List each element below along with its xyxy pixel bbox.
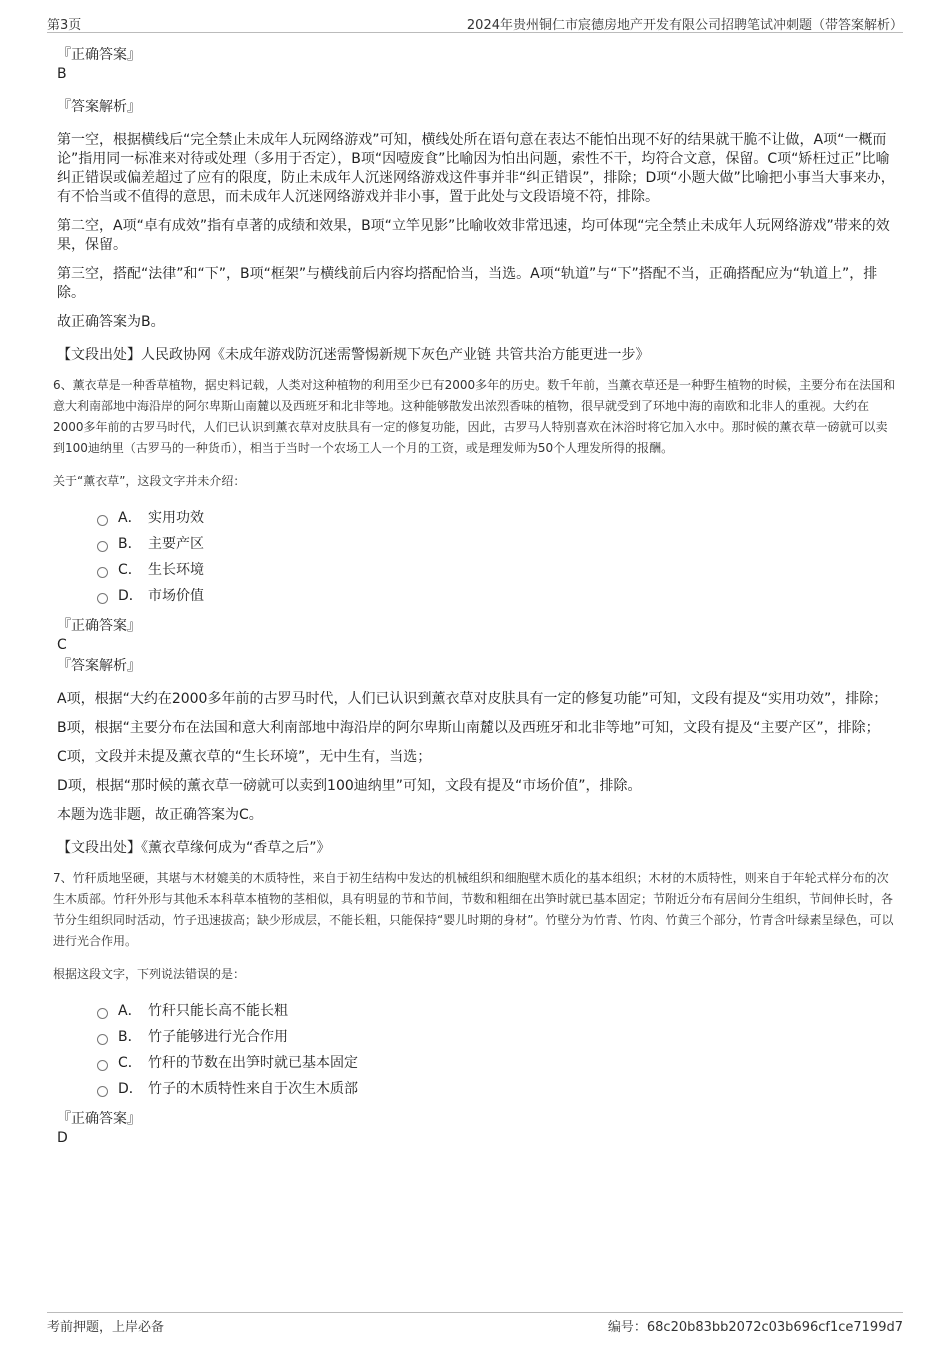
q7-option-c[interactable] xyxy=(97,1050,897,1076)
q5-analysis-2: 第二空，A项“卓有成效”指有卓著的成绩和效果，B项“立竿见影”比喻收效非常迅速，均可体现“完全禁止未成年人玩网络游戏”带来的效果，保留。 xyxy=(57,218,890,253)
q7-options xyxy=(97,998,897,1102)
radio-icon[interactable] xyxy=(97,515,108,526)
page-header xyxy=(47,12,903,33)
option-letter: D． xyxy=(118,1081,143,1097)
document-body xyxy=(53,46,897,1162)
radio-icon[interactable] xyxy=(97,1008,108,1019)
option-text: 竹子能够进行光合作用 xyxy=(148,1029,288,1045)
option-text: 竹秆只能长高不能长粗 xyxy=(148,1003,288,1019)
q6-option-b[interactable] xyxy=(97,531,897,557)
q6-option-c[interactable] xyxy=(97,557,897,583)
radio-icon[interactable] xyxy=(97,1060,108,1071)
q7-answer-label: 『正确答案』 xyxy=(57,1111,141,1127)
q6-answer: C xyxy=(57,637,67,653)
q6-analysis-4: D项，根据“那时候的薰衣草一磅就可以卖到100迪纳里”可知，文段有提及“市场价值”，排除。 xyxy=(57,778,642,794)
option-text: 实用功效 xyxy=(148,510,204,526)
q6-options xyxy=(97,505,897,609)
q6-analysis-3: C项，文段并未提及薰衣草的“生长环境”，无中生有，当选； xyxy=(57,749,432,765)
option-text: 竹秆的节数在出笋时就已基本固定 xyxy=(148,1055,358,1071)
radio-icon[interactable] xyxy=(97,1086,108,1097)
page-footer xyxy=(47,1312,903,1335)
option-text: 生长环境 xyxy=(148,562,204,578)
radio-icon[interactable] xyxy=(97,593,108,604)
option-letter: A． xyxy=(118,1003,142,1019)
q7-question-text: 7、竹秆质地坚硬，其堪与木材媲美的木质特性，来自于初生结构中发达的机械组织和细胞壁木质化的基本组织；木材的木质特性，则来自于年轮式样分布的次生木质部。竹秆外形与其他禾本科草本植物的茎相似，具有明显的节和节间，节数和粗细在出笋时就已基本固定；节附近分布有居间分生组织，节间伸长时，各节分生组织同时活动，竹子迅速拔高；缺少形成层，不能长粗，只能保持“婴儿时期的身材”。竹壁分为竹青、竹肉、竹黄三个部分，竹青含叶绿素呈绿色，可以进行光合作用。 xyxy=(53,871,894,948)
q5-source: 【文段出处】人民政协网《未成年游戏防沉迷需警惕新规下灰色产业链 共管共治方能更进一步》 xyxy=(57,347,650,363)
q6-option-d[interactable] xyxy=(97,583,897,609)
q6-question-text: 6、薰衣草是一种香草植物，据史料记载，人类对这种植物的利用至少已有2000多年的历史。数千年前，当薰衣草还是一种野生植物的时候，主要分布在法国和意大利南部地中海沿岸的阿尔卑斯山南麓以及西班牙和北非等地。这种能够散发出浓烈香味的植物，很早就受到了环地中海的南欧和北非人的重视。大约在2000多年前的古罗马时代，人们已认识到薰衣草对皮肤具有一定的修复功能，因此，古罗马人特别喜欢在沐浴时将它加入水中。那时候的薰衣草一磅就可以卖到100迪纳里（古罗马的一种货币），相当于当时一个农场工人一个月的工资，或是理发师为50个人理发所得的报酬。 xyxy=(53,378,896,455)
radio-icon[interactable] xyxy=(97,1034,108,1045)
page-number: 第3页 xyxy=(47,18,82,33)
option-letter: A． xyxy=(118,510,142,526)
q6-analysis-2: B项，根据“主要分布在法国和意大利南部地中海沿岸的阿尔卑斯山南麓以及西班牙和北非等地”可知，文段有提及“主要产区”，排除； xyxy=(57,720,880,736)
footer-slogan: 考前押题，上岸必备 xyxy=(47,1320,165,1335)
radio-icon[interactable] xyxy=(97,567,108,578)
q5-analysis-4: 故正确答案为B。 xyxy=(57,314,165,330)
q7-prompt: 根据这段文字，下列说法错误的是： xyxy=(53,967,246,981)
q6-answer-label: 『正确答案』 xyxy=(57,618,141,634)
q7-option-a[interactable] xyxy=(97,998,897,1024)
q5-analysis-3: 第三空，搭配“法律”和“下”，B项“框架”与横线前后内容均搭配恰当，当选。A项“轨道”与“下”搭配不当，正确搭配应为“轨道上”，排除。 xyxy=(57,266,878,301)
radio-icon[interactable] xyxy=(97,541,108,552)
option-text: 市场价值 xyxy=(148,588,204,604)
document-id: 编号：68c20b83bb2072c03b696cf1ce7199d7 xyxy=(607,1320,903,1335)
option-text: 主要产区 xyxy=(148,536,204,552)
option-letter: C． xyxy=(118,1055,142,1071)
document-title: 2024年贵州铜仁市宸德房地产开发有限公司招聘笔试冲刺题（带答案解析） xyxy=(466,18,903,33)
q6-source: 【文段出处】《薰衣草缘何成为“香草之后”》 xyxy=(57,840,331,856)
q7-answer: D xyxy=(57,1130,68,1146)
q6-prompt: 关于“薰衣草”，这段文字并未介绍： xyxy=(53,474,246,488)
option-letter: D． xyxy=(118,588,143,604)
q5-answer: B xyxy=(57,66,67,82)
option-letter: B． xyxy=(118,1029,142,1045)
q6-option-a[interactable] xyxy=(97,505,897,531)
q5-analysis-label: 『答案解析』 xyxy=(57,99,141,115)
q5-analysis-1: 第一空，根据横线后“完全禁止未成年人玩网络游戏”可知，横线处所在语句意在表达不能怕出现不好的结果就干脆不让做，A项“一概而论”指用同一标准来对待或处理（多用于否定），B项“因噎废食”比喻因为怕出问题，索性不干，均符合文意，保留。C项“矫枉过正”比喻纠正错误或偏差超过了应有的限度，防止未成年人沉迷网络游戏这件事并非“纠正错误”，排除；D项“小题大做”比喻把小事当大事来办，有不恰当或不值得的意思，而未成年人沉迷网络游戏并非小事，置于此处与文段语境不符，排除。 xyxy=(57,132,895,205)
q7-option-d[interactable] xyxy=(97,1076,897,1102)
option-letter: B． xyxy=(118,536,142,552)
q6-analysis-1: A项，根据“大约在2000多年前的古罗马时代，人们已认识到薰衣草对皮肤具有一定的修复功能”可知，文段有提及“实用功效”，排除； xyxy=(57,691,888,707)
q5-answer-label: 『正确答案』 xyxy=(57,47,141,63)
q6-analysis-label: 『答案解析』 xyxy=(57,658,141,674)
q7-option-b[interactable] xyxy=(97,1024,897,1050)
q6-analysis-5: 本题为选非题，故正确答案为C。 xyxy=(57,807,263,823)
option-letter: C． xyxy=(118,562,142,578)
option-text: 竹子的木质特性来自于次生木质部 xyxy=(148,1081,358,1097)
